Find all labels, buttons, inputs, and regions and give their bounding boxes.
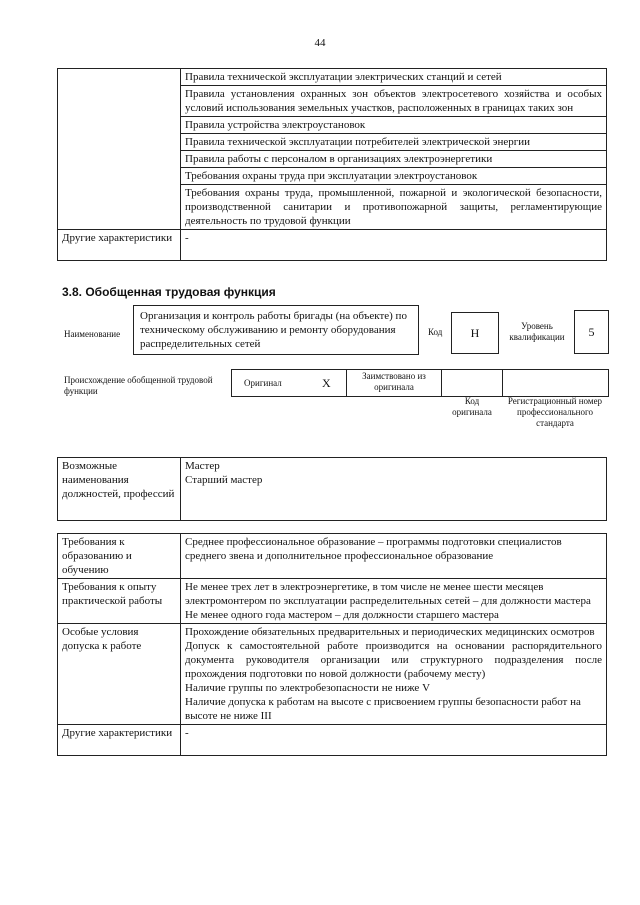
positions-table xyxy=(57,457,607,521)
section-title: 3.8. Обобщенная трудовая функция xyxy=(62,285,276,299)
knowledge-table xyxy=(57,68,607,261)
requirement-line: Не менее трех лет в электроэнергетике, в том числе не менее шести месяцев электромонтером по эксплуатации распределительных сетей – для должности мастера xyxy=(185,581,591,607)
origin-label: Происхождение обобщенной трудовой функции xyxy=(64,375,213,396)
knowledge-item: Правила устройства электроустановок xyxy=(181,117,607,134)
code-original-label: Код оригинала xyxy=(452,396,492,417)
divider xyxy=(441,370,442,396)
code-value: H xyxy=(451,312,499,354)
admission-label: Особые условия допуска к работе xyxy=(58,624,181,725)
other-characteristics-value: - xyxy=(181,230,607,261)
requirement-line: Наличие допуска к работам на высоте с присвоением группы безопасности работ на высоте не ниже III xyxy=(185,696,581,722)
knowledge-item: Правила установления охранных зон объектов электросетевого хозяйства и особых условий использования земельных участков, расположенных в границах таких зон xyxy=(181,86,607,117)
position-item: Старший мастер xyxy=(185,474,263,486)
divider xyxy=(502,370,503,396)
positions-values xyxy=(181,458,607,521)
level-value: 5 xyxy=(574,310,609,354)
other-characteristics-value xyxy=(181,725,607,756)
empty-label-cell xyxy=(58,69,181,230)
position-item: Мастер xyxy=(185,460,220,472)
knowledge-item: Правила технической эксплуатации электрических станций и сетей xyxy=(181,69,607,86)
knowledge-item: Правила технической эксплуатации потребителей электрической энергии xyxy=(181,134,607,151)
education-label: Требования к образованию и обучению xyxy=(58,534,181,579)
education-value xyxy=(181,534,607,579)
requirement-line: Среднее профессиональное образование – программы подготовки специалистов среднего звена и дополнительное профессиональное образование xyxy=(185,536,562,562)
experience-value xyxy=(181,579,607,624)
requirement-line: Наличие группы по электробезопасности не ниже V xyxy=(185,682,431,694)
requirement-line: Прохождение обязательных предварительных и периодических медицинских осмотров xyxy=(185,626,595,638)
knowledge-item: Требования охраны труда, промышленной, пожарной и экологической безопасности, производственной санитарии и противопожарной защиты, регламентирующие деятельность по трудовой функции xyxy=(181,185,607,230)
knowledge-item: Правила работы с персоналом в организациях электроэнергетики xyxy=(181,151,607,168)
requirement-line: Не менее одного года мастером – для должности старшего мастера xyxy=(185,609,499,621)
experience-label: Требования к опыту практической работы xyxy=(58,579,181,624)
requirement-line: - xyxy=(185,727,189,739)
code-label: Код xyxy=(428,327,443,337)
level-label: Уровень квалификации xyxy=(509,321,565,342)
other-characteristics-label: Другие характеристики xyxy=(58,725,181,756)
function-name-value: Организация и контроль работы бригады (на объекте) по техническому обслуживанию и ремонту оборудования распределительных сетей xyxy=(133,305,419,355)
reg-number-label: Регистрационный номер профессионального стандарта xyxy=(507,396,603,428)
page-number: 44 xyxy=(314,37,326,49)
original-label: Оригинал xyxy=(244,378,282,388)
other-characteristics-label: Другие характеристики xyxy=(58,230,181,261)
knowledge-item: Требования охраны труда при эксплуатации электроустановок xyxy=(181,168,607,185)
requirements-table xyxy=(57,533,607,756)
requirement-line: Допуск к самостоятельной работе производится на основании распорядительного документа руководителя организации или структурного подразделения после прохождения подготовки по новой должности (рабочему месту) xyxy=(185,640,602,680)
origin-table xyxy=(231,369,609,397)
positions-label: Возможные наименования должностей, профессий xyxy=(58,458,181,521)
admission-value xyxy=(181,624,607,725)
name-label: Наименование xyxy=(64,329,121,339)
original-mark: X xyxy=(322,376,331,390)
borrowed-label: Заимствовано из оригинала xyxy=(362,371,426,392)
divider xyxy=(346,370,347,396)
